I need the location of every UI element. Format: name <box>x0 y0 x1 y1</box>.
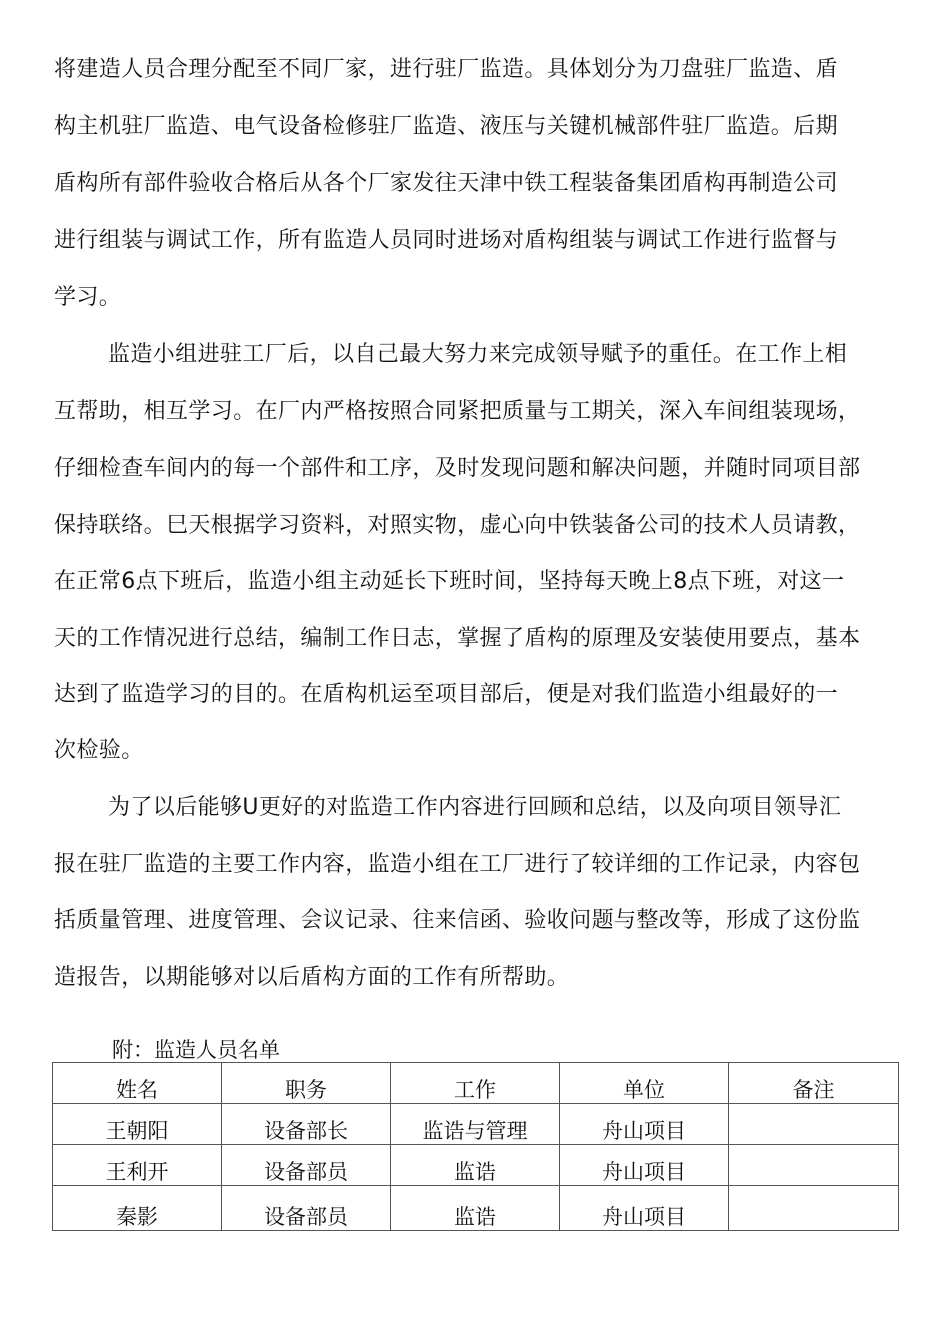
table-row <box>53 1186 899 1231</box>
paragraph-3-line-2: 报在驻厂监造的主要工作内容，监造小组在工厂进行了较详细的工作记录，内容包 <box>54 852 861 877</box>
paragraph-2-line-3: 仔细检查车间内的每一个部件和工序，及时发现问题和解决问题，并随时同项目部 <box>54 456 861 481</box>
paragraph-1-line-1: 将建造人员合理分配至不同厂家，进行驻厂监造。具体划分为刀盘驻厂监造、盾 <box>54 57 839 82</box>
paragraph-1-line-4: 进行组装与调试工作，所有监造人员同时进场对盾构组装与调试工作进行监督与 <box>54 228 839 253</box>
cell-position: 设备部员 <box>222 1145 391 1186</box>
paragraph-2-line-5: 在正常6点下班后，监造小组主动延长下班时间，坚持每天晚上8点下班，对这一 <box>54 569 845 594</box>
paragraph-1-line-2: 构主机驻厂监造、电气设备检修驻厂监造、液压与关键机械部件驻厂监造。后期 <box>54 114 839 139</box>
cell-work: 监诰 <box>391 1186 560 1231</box>
table-row <box>53 1145 899 1186</box>
header-remarks: 备注 <box>729 1063 899 1104</box>
cell-remarks <box>729 1145 899 1186</box>
header-unit: 单位 <box>560 1063 729 1104</box>
paragraph-2-line-6: 天的工作情况进行总结，编制工作日志，掌握了盾构的原理及安装使用要点，基本 <box>54 626 861 651</box>
cell-name: 秦影 <box>53 1186 222 1231</box>
cell-remarks <box>729 1104 899 1145</box>
table-row <box>53 1104 899 1145</box>
cell-work: 监诰 <box>391 1145 560 1186</box>
paragraph-3-line-1: 为了以后能够U更好的对监造工作内容进行回顾和总结，以及向项目领导汇 <box>108 795 842 820</box>
paragraph-2-line-1: 监造小组进驻工厂后，以自己最大努力来完成领导赋予的重任。在工作上相 <box>108 342 848 367</box>
cell-name: 王利开 <box>53 1145 222 1186</box>
paragraph-2-line-7: 达到了监造学习的目的。在盾构机运至项目部后，便是对我们监造小组最好的一 <box>54 682 839 707</box>
table-header-row <box>53 1063 899 1104</box>
paragraph-2-line-4: 保持联络。巳天根据学习资料，对照实物，虚心向中铁装备公司的技术人员请教， <box>54 513 861 538</box>
paragraph-3-line-3: 括质量管理、进度管理、会议记录、往来信函、验收问题与整改等，形成了这份监 <box>54 908 861 933</box>
paragraph-3-line-4: 造报告，以期能够对以后盾构方面的工作有所帮助。 <box>54 965 570 990</box>
staff-table <box>52 1062 899 1231</box>
cell-position: 设备部员 <box>222 1186 391 1231</box>
cell-name: 王朝阳 <box>53 1104 222 1145</box>
header-work: 工作 <box>391 1063 560 1104</box>
cell-position: 设备部长 <box>222 1104 391 1145</box>
cell-unit: 舟山项目 <box>560 1186 729 1231</box>
cell-work: 监诰与管理 <box>391 1104 560 1145</box>
header-name: 姓名 <box>53 1063 222 1104</box>
header-position: 职务 <box>222 1063 391 1104</box>
annex-title: 附：监造人员名单 <box>112 1038 280 1062</box>
cell-remarks <box>729 1186 899 1231</box>
cell-unit: 舟山项目 <box>560 1145 729 1186</box>
paragraph-2-line-2: 互帮助，相互学习。在厂内严格按照合同紧把质量与工期关，深入车间组装现场， <box>54 399 861 424</box>
cell-unit: 舟山项目 <box>560 1104 729 1145</box>
paragraph-1-line-3: 盾构所有部件验收合格后从各个厂家发往天津中铁工程装备集团盾构再制造公司 <box>54 171 839 196</box>
paragraph-2-line-8: 次检验。 <box>54 738 144 763</box>
paragraph-1-line-5: 学习。 <box>54 285 122 310</box>
